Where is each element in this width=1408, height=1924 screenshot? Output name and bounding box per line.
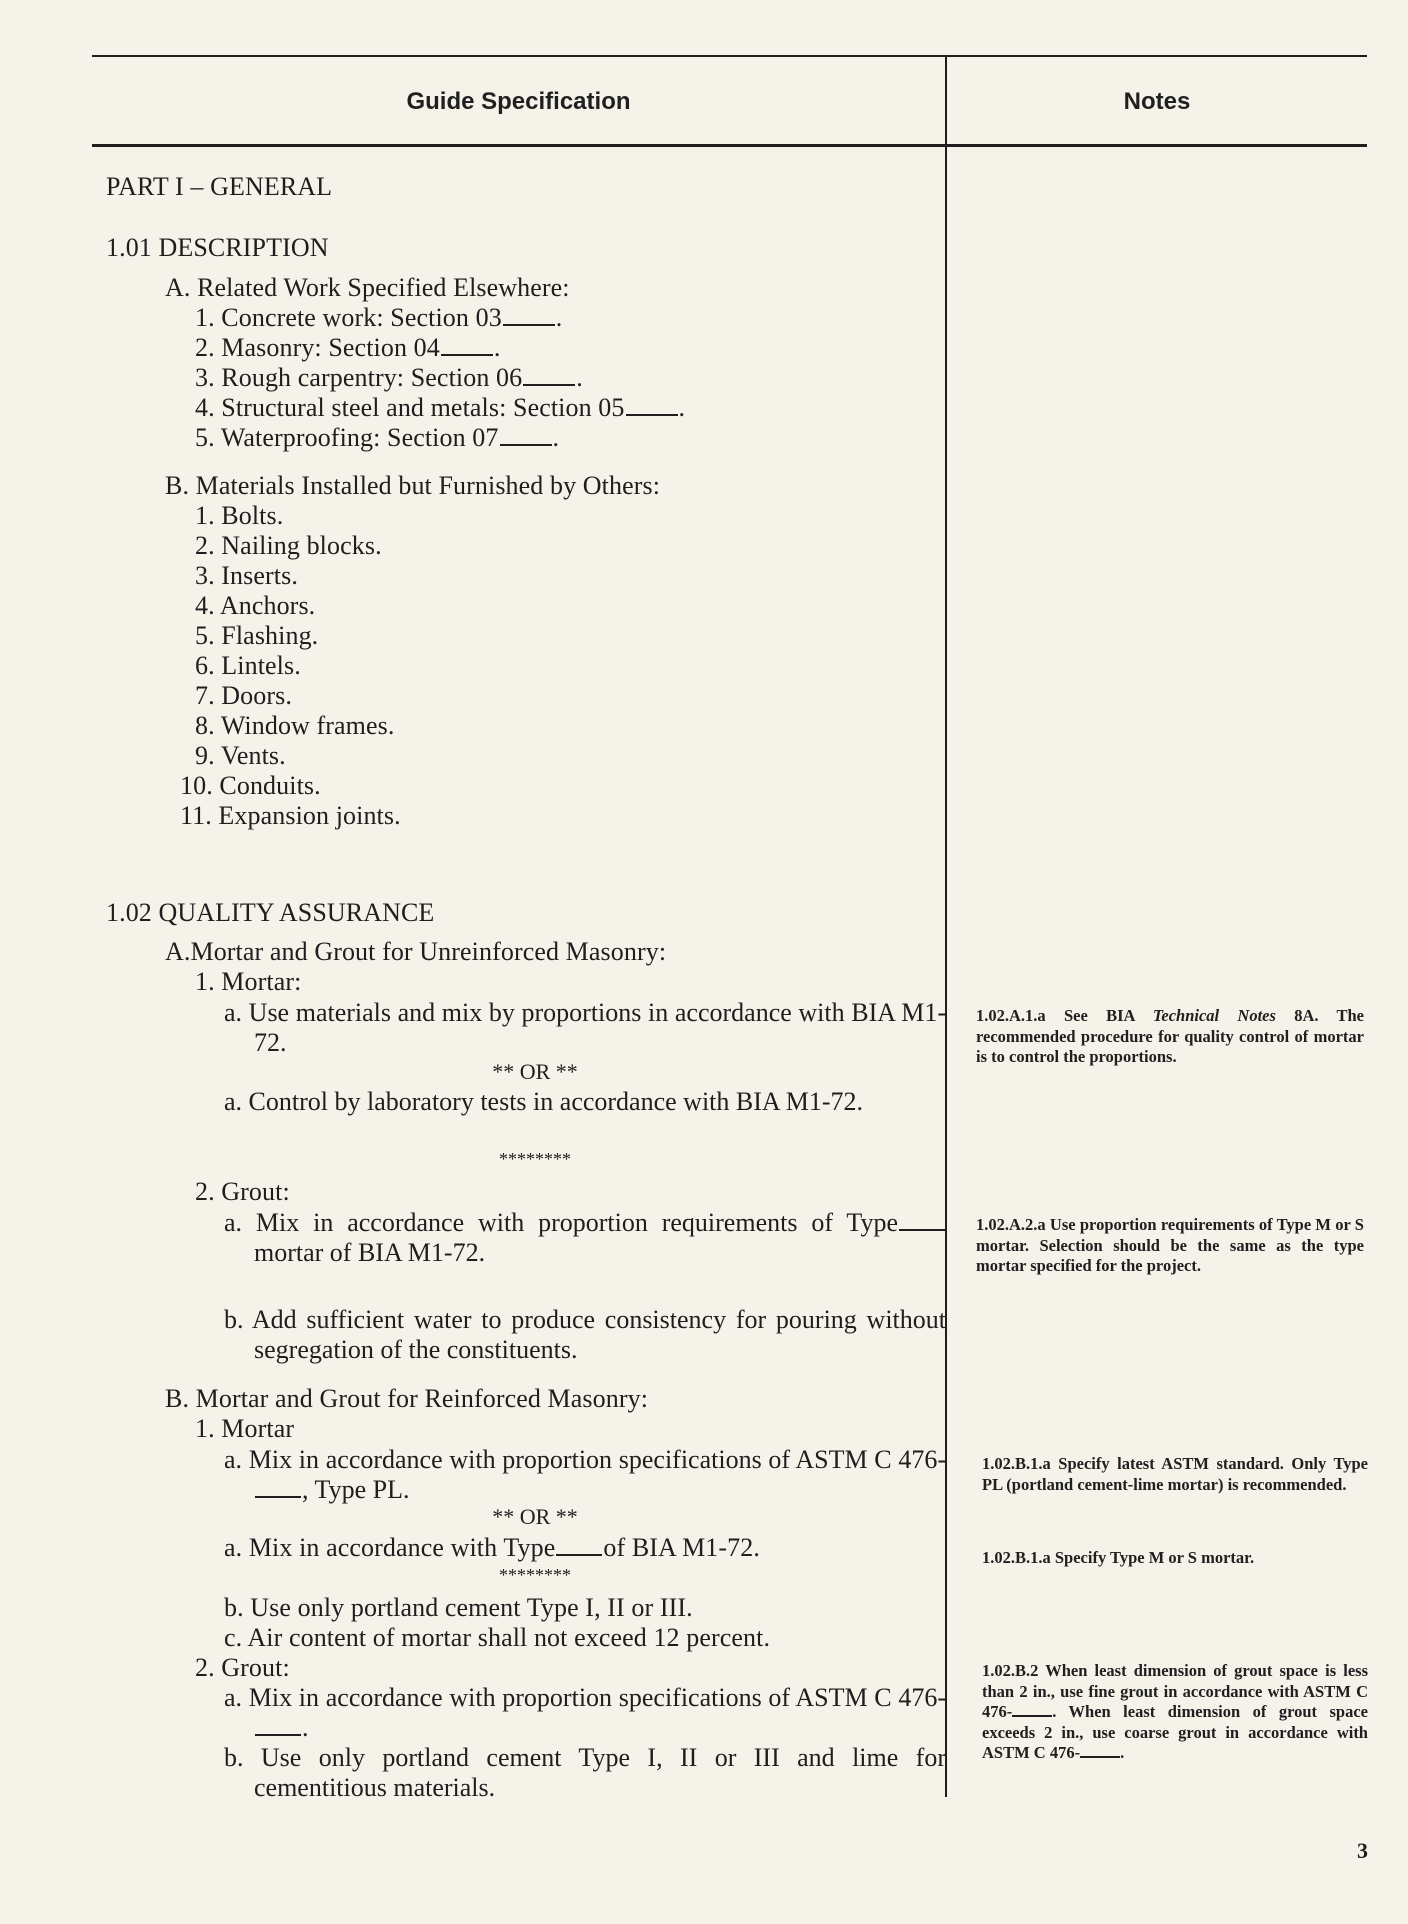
- part-heading: PART I – GENERAL: [106, 172, 333, 201]
- note-102-b1a: 1.02.B.1.a Specify latest ASTM standard. Only Type PL (portland cement-lime mortar) is recommended.: [982, 1454, 1368, 1494]
- spec-a2b: b. Add sufficient water to produce consistency for pouring without segregation of the constituents.: [224, 1305, 946, 1364]
- mortar-subheading: 1. Mortar:: [195, 967, 302, 996]
- section-101-b-heading: B. Materials Installed but Furnished by Others:: [165, 471, 661, 500]
- spec-b2b: b. Use only portland cement Type I, II or III and lime for cementitious materials.: [224, 1743, 946, 1802]
- spec-b1c: c. Air content of mortar shall not exceed 12 percent.: [224, 1623, 771, 1652]
- materials-item: 2. Nailing blocks.: [195, 531, 382, 560]
- related-work-item: 5. Waterproofing: Section 07 .: [195, 423, 560, 452]
- section-101-a-heading: A. Related Work Specified Elsewhere:: [165, 273, 570, 302]
- or-separator: ** OR **: [492, 1504, 578, 1529]
- grout-subheading: 2. Grout:: [195, 1177, 290, 1206]
- spec-b1a: a. Mix in accordance with proportion specifications of ASTM C 476-, Type PL.: [224, 1445, 946, 1504]
- stars-separator: ********: [499, 1565, 571, 1585]
- note-102-a1a: 1.02.A.1.a See BIA Technical Notes 8A. The recommended procedure for quality control of mortar is to control the proportions.: [976, 1006, 1365, 1066]
- spec-a1a: a. Use materials and mix by proportions in accordance with BIA M1-72.: [224, 998, 946, 1057]
- related-work-item: 1. Concrete work: Section 03 .: [195, 303, 563, 332]
- section-102-a-heading: A.Mortar and Grout for Unreinforced Masonry:: [165, 937, 667, 966]
- mortar-subheading-b: 1. Mortar: [195, 1414, 295, 1443]
- materials-item: 3. Inserts.: [195, 561, 298, 590]
- related-work-item: 4. Structural steel and metals: Section 05 .: [195, 393, 686, 422]
- stars-separator: ********: [499, 1149, 571, 1169]
- related-work-item: 2. Masonry: Section 04 .: [195, 333, 501, 362]
- notes-heading: Notes: [1123, 88, 1191, 115]
- materials-item: 10. Conduits.: [180, 771, 321, 800]
- materials-item: 11. Expansion joints.: [180, 801, 401, 830]
- spec-a2a: a. Mix in accordance with proportion requirements of Type mortar of BIA M1-72.: [224, 1208, 946, 1268]
- or-separator: ** OR **: [492, 1059, 578, 1084]
- related-work-item: 3. Rough carpentry: Section 06 .: [195, 363, 583, 392]
- materials-item: 5. Flashing.: [195, 621, 319, 650]
- page-number: 3: [1357, 1838, 1368, 1863]
- section-102-title: 1.02 QUALITY ASSURANCE: [106, 898, 435, 927]
- column-divider: [945, 55, 947, 1797]
- spec-b1b: b. Use only portland cement Type I, II or III.: [224, 1593, 693, 1622]
- spec-a1a-alt: a. Control by laboratory tests in accordance with BIA M1-72.: [224, 1087, 864, 1116]
- materials-item: 9. Vents.: [195, 741, 286, 770]
- spec-b2a: a. Mix in accordance with proportion specifications of ASTM C 476-.: [224, 1683, 946, 1742]
- materials-item: 6. Lintels.: [195, 651, 301, 680]
- materials-item: 4. Anchors.: [195, 591, 316, 620]
- materials-item: 7. Doors.: [195, 681, 292, 710]
- spec-b1a-alt: a. Mix in accordance with Type of BIA M1-72.: [224, 1533, 760, 1562]
- note-102-a2a: 1.02.A.2.a Use proportion requirements of Type M or S mortar. Selection should be the same as the type mortar specified for the project.: [976, 1215, 1364, 1275]
- guide-specification-heading: Guide Specification: [406, 88, 631, 115]
- note-102-b2: 1.02.B.2 When least dimension of grout space is less than 2 in., use fine grout in accordance with ASTM C 476- . When least dimension of grout space exceeds 2 in., use coarse grout in accordance with ASTM C 476- .: [982, 1661, 1368, 1762]
- materials-item: 1. Bolts.: [195, 501, 284, 530]
- section-102-b-heading: B. Mortar and Grout for Reinforced Masonry:: [165, 1384, 649, 1413]
- section-101-title: 1.01 DESCRIPTION: [106, 233, 329, 262]
- materials-item: 8. Window frames.: [195, 711, 395, 740]
- grout-subheading-b: 2. Grout:: [195, 1653, 290, 1682]
- note-102-b1a-type: 1.02.B.1.a Specify Type M or S mortar.: [982, 1548, 1255, 1567]
